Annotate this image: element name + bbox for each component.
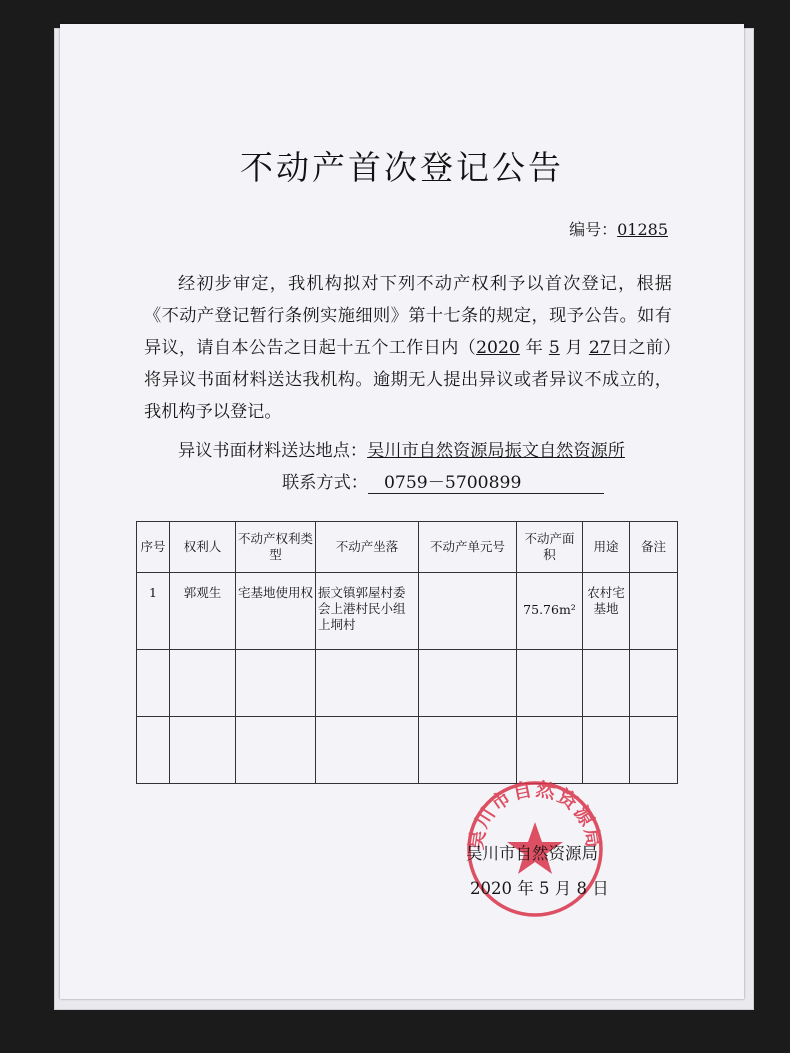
- cell-owner: 郭观生: [170, 573, 236, 650]
- cell-location: 振文镇郭屋村委会上港村民小组上垌村: [316, 573, 419, 650]
- contact-info: [282, 468, 604, 494]
- column-header: 不动产面积: [517, 522, 583, 573]
- cell-usage: 农村宅基地: [583, 573, 630, 650]
- column-header: 不动产坐落: [316, 522, 419, 573]
- deadline-year-unit: 年: [525, 338, 544, 358]
- issuer-name: 吴川市自然资源局: [466, 844, 598, 863]
- notice-paragraph: [144, 268, 672, 428]
- address-value: 吴川市自然资源局振文自然资源所: [367, 441, 625, 461]
- cell-unit-no: [419, 573, 517, 650]
- contact-value: 0759－5700899: [368, 473, 604, 494]
- table-header-row: [137, 522, 678, 573]
- column-header: 权利人: [170, 522, 236, 573]
- paragraph-part2: 日之前）将异议书面材料送达我机构。逾期无人提出异议或者异议不成立的，我机构予以登记。: [144, 338, 672, 422]
- seal-text: 吴川市自然资源局: [465, 778, 605, 852]
- deadline-month-unit: 月: [565, 338, 584, 358]
- serial-label: 编号：: [569, 220, 618, 239]
- column-header: 用途: [583, 522, 630, 573]
- issue-date: 2020 年 5 月 8 日: [470, 879, 609, 898]
- deadline-month: 5: [548, 338, 560, 358]
- column-header: 序号: [137, 522, 170, 573]
- table-row-empty: [137, 650, 678, 717]
- cell-right-type: 宅基地使用权: [236, 573, 316, 650]
- column-header: 不动产权利类型: [236, 522, 316, 573]
- cell-area: 75.76m²: [517, 573, 583, 650]
- property-table: [136, 521, 678, 784]
- column-header: 备注: [630, 522, 678, 573]
- deadline-year: 2020: [476, 338, 520, 358]
- address-label: 异议书面材料送达地点：: [178, 441, 368, 461]
- contact-label: 联系方式：: [282, 473, 368, 493]
- notice-title: 不动产首次登记公告: [240, 148, 564, 187]
- column-header: 不动产单元号: [419, 522, 517, 573]
- deadline-day: 27: [588, 338, 611, 358]
- table-row-empty: [137, 717, 678, 784]
- serial-number: [569, 217, 668, 240]
- cell-note: [630, 573, 678, 650]
- table-row: [137, 573, 678, 650]
- objection-address: [178, 436, 643, 461]
- notice-document: [60, 24, 744, 999]
- cell-index: 1: [137, 573, 170, 650]
- serial-value: 01285: [617, 220, 668, 239]
- paragraph-part1: 经初步审定，我机构拟对下列不动产权利予以首次登记，根据《不动产登记暂行条例实施细则》第十七条的规定，现予公告。如有异议，请自本公告之日起十五个工作日内（: [144, 274, 672, 358]
